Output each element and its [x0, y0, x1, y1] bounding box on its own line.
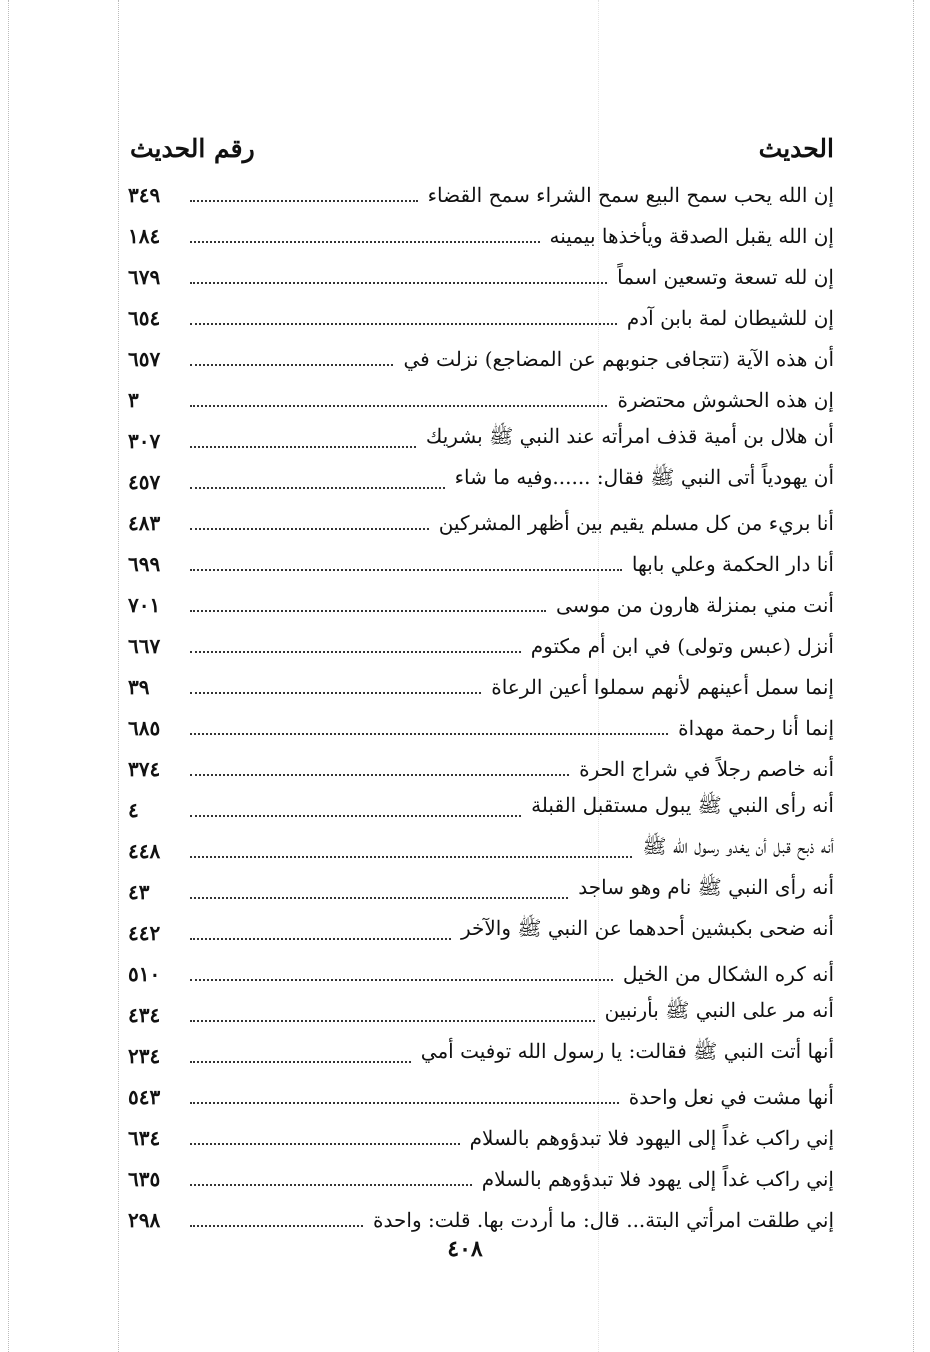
index-entry [128, 869, 834, 910]
hadith-number: ٦٣٤ [128, 1126, 161, 1150]
index-entry [128, 500, 834, 541]
dot-leader [190, 1102, 619, 1104]
dot-leader [190, 610, 546, 612]
index-entry [128, 377, 834, 418]
hadith-text: أن هذه الآية (تتجافى جنوبهم عن المضاجع) نزلت في [403, 347, 834, 371]
scan-border-line [913, 0, 914, 1352]
hadith-text: أنه رأى النبي ﷺ يبول مستقبل القبلة [531, 793, 834, 817]
index-entry [128, 664, 834, 705]
hadith-text: أنه مر على النبي ﷺ بأرنبين [604, 998, 834, 1022]
dot-leader [190, 733, 668, 735]
dot-leader [190, 200, 418, 202]
hadith-text: إني راكب غداً إلى اليهود فلا تبدؤوهم بالسلام [469, 1126, 834, 1150]
hadith-text: أنت مني بمنزلة هارون من موسى [555, 593, 834, 617]
index-page [128, 128, 834, 1238]
hadith-number: ٣٩ [128, 675, 150, 699]
index-header [128, 128, 834, 172]
scan-border-line [8, 0, 9, 1352]
dot-leader [190, 282, 607, 284]
hadith-text: أنه ضحى بكبشين أحدهما عن النبي ﷺ والآخر [460, 916, 834, 940]
index-entry [128, 213, 834, 254]
hadith-column-heading: الحديث [758, 134, 834, 163]
hadith-text: إن الله يقبل الصدقة ويأخذها بيمينه [549, 224, 834, 248]
dot-leader [190, 897, 568, 899]
hadith-text: إنما أنا رحمة مهداة [678, 716, 834, 740]
hadith-number: ٣ [128, 388, 139, 412]
hadith-number: ٦٣٥ [128, 1167, 161, 1191]
hadith-text: أن يهودياً أتى النبي ﷺ فقال: ......وفيه ما شاء [454, 465, 834, 489]
index-entry [128, 418, 834, 459]
hadith-number: ١٨٤ [128, 224, 161, 248]
index-entry [128, 582, 834, 623]
dot-leader [190, 487, 445, 489]
index-entry [128, 1197, 834, 1238]
index-entry [128, 910, 834, 951]
hadith-text: إن للشيطان لمة بابن آدم [626, 306, 834, 330]
index-entry [128, 541, 834, 582]
dot-leader [190, 1020, 595, 1022]
hadith-number: ٥١٠ [128, 962, 161, 986]
hadith-text: إني طلقت امرأتي البتة... قال: ما أردت بها. قلت: واحدة [373, 1208, 834, 1232]
index-entry [128, 1074, 834, 1115]
scan-border-line [118, 0, 119, 1352]
hadith-number: ٦٥٤ [128, 306, 161, 330]
hadith-number: ٢٣٤ [128, 1044, 161, 1068]
hadith-number: ٤٤٨ [128, 839, 161, 863]
hadith-number: ٣٠٧ [128, 429, 161, 453]
index-entry [128, 705, 834, 746]
dot-leader [190, 323, 617, 325]
index-entry [128, 459, 834, 500]
hadith-number: ٥٤٣ [128, 1085, 161, 1109]
dot-leader [190, 1061, 411, 1063]
hadith-number: ٤٤٢ [128, 921, 161, 945]
hadith-number: ٣٧٤ [128, 757, 161, 781]
dot-leader [190, 405, 607, 407]
dot-leader [190, 364, 393, 366]
dot-leader [190, 938, 451, 940]
dot-leader [190, 528, 429, 530]
hadith-number: ٤ [128, 798, 139, 822]
dot-leader [190, 1143, 460, 1145]
index-entry [128, 1115, 834, 1156]
dot-leader [190, 815, 521, 817]
hadith-number: ٦٨٥ [128, 716, 161, 740]
hadith-number: ٦٦٧ [128, 634, 161, 658]
hadith-number: ٦٥٧ [128, 347, 161, 371]
index-entry [128, 172, 834, 213]
hadith-text: أنا دار الحكمة وعلي بابها [631, 552, 834, 576]
index-entry [128, 787, 834, 828]
number-column-heading: رقم الحديث [130, 134, 255, 163]
hadith-number: ٤٣ [128, 880, 150, 904]
dot-leader [190, 979, 613, 981]
index-entry [128, 295, 834, 336]
hadith-text: إن هذه الحشوش محتضرة [617, 388, 834, 412]
hadith-text: إني راكب غداً إلى يهود فلا تبدؤوهم بالسلام [481, 1167, 834, 1191]
hadith-number: ٧٠١ [128, 593, 161, 617]
hadith-text: أنه كره الشكال من الخيل [622, 962, 834, 986]
index-entry [128, 336, 834, 377]
hadith-text: أنه خاصم رجلاً في شراج الحرة [579, 757, 834, 781]
hadith-text: أنه رأى النبي ﷺ نام وهو ساجد [578, 875, 834, 899]
dot-leader [190, 241, 540, 243]
hadith-text: أنزل (عبس وتولى) في ابن أم مكتوم [530, 634, 834, 658]
hadith-number: ٦٧٩ [128, 265, 161, 289]
hadith-number: ٤٥٧ [128, 470, 161, 494]
dot-leader [190, 856, 632, 858]
hadith-number: ٤٨٣ [128, 511, 161, 535]
dot-leader [190, 569, 622, 571]
index-entry [128, 254, 834, 295]
hadith-text: أن هلال بن أمية قذف امرأته عند النبي ﷺ بشريك [425, 424, 834, 448]
hadith-text: إن الله يحب سمح البيع سمح الشراء سمح القضاء [427, 183, 834, 207]
hadith-index-list [128, 172, 834, 1238]
dot-leader [190, 1184, 472, 1186]
index-entry [128, 1156, 834, 1197]
hadith-text: إن لله تسعة وتسعين اسماً [617, 265, 834, 289]
hadith-number: ٣٤٩ [128, 183, 161, 207]
hadith-number: ٤٣٤ [128, 1003, 161, 1027]
index-entry [128, 623, 834, 664]
hadith-number: ٦٩٩ [128, 552, 161, 576]
hadith-text: أنه ذبح قبل أن يغدو رسول الله ﷺ [642, 834, 834, 858]
hadith-number: ٢٩٨ [128, 1208, 161, 1232]
index-entry [128, 992, 834, 1033]
page-number: ٤٠٨ [447, 1236, 483, 1262]
hadith-text: أنها مشت في نعل واحدة [628, 1085, 834, 1109]
index-entry [128, 951, 834, 992]
hadith-text: أنا بريء من كل مسلم يقيم بين أظهر المشركين [438, 511, 834, 535]
dot-leader [190, 774, 569, 776]
hadith-text: إنما سمل أعينهم لأنهم سملوا أعين الرعاة [491, 675, 834, 699]
dot-leader [190, 651, 521, 653]
index-entry [128, 1033, 834, 1074]
index-entry [128, 746, 834, 787]
dot-leader [190, 692, 481, 694]
dot-leader [190, 1225, 363, 1227]
dot-leader [190, 446, 416, 448]
hadith-text: أنها أتت النبي ﷺ فقالت: يا رسول الله توفيت أمي [420, 1039, 834, 1063]
index-entry [128, 828, 834, 869]
